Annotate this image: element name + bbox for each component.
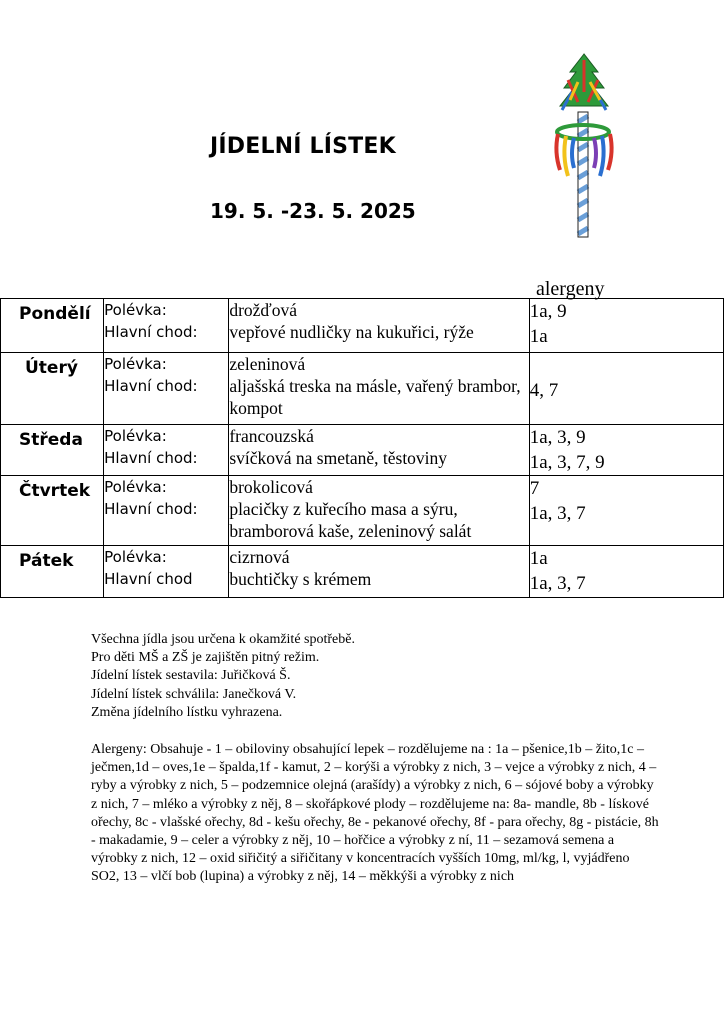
day-name: Úterý [25, 358, 78, 378]
soup-label: Polévka: [104, 355, 167, 373]
note-line: Jídelní lístek schválila: Janečková V. [91, 686, 297, 702]
menu-table [0, 298, 724, 598]
soup-name: drožďová [229, 300, 297, 320]
soup-name: zeleninová [229, 354, 306, 374]
soup-name: francouzská [229, 426, 314, 446]
day-name: Pondělí [19, 304, 91, 324]
note-line: Změna jídelního lístku vyhrazena. [91, 704, 283, 720]
soup-allergens: 7 [529, 478, 540, 499]
main-label: Hlavní chod: [104, 500, 198, 518]
table-row [1, 425, 724, 476]
soup-allergens [530, 353, 723, 378]
main-allergens: 4, 7 [529, 380, 559, 401]
note-line: Všechna jídla jsou určena k okamžité spotřebě. [91, 632, 355, 647]
soup-name: brokolicová [229, 477, 313, 497]
main-dish: svíčková na smetaně, těstoviny [229, 448, 448, 468]
soup-allergens: 1a, 3, 9 [529, 427, 586, 448]
day-name: Středa [19, 430, 83, 450]
soup-label: Polévka: [104, 478, 167, 496]
note-line: Pro děti MŠ a ZŠ je zajištěn pitný režim. [91, 650, 320, 666]
soup-label: Polévka: [104, 548, 167, 566]
main-label: Hlavní chod [104, 570, 193, 588]
allergen-legend: Alergeny: Obsahuje - 1 – obiloviny obsahující lepek – rozdělujeme na : 1a – pšenice,1b – žito,1c – ječmen,1d – oves,1e – špalda,1f - kamut, 2 – korýši a výrobky z nich, 3 – vejce a výrobky z nich, 4 – ryby a výrobky z nich, 5 – podzemnice olejná (arašídy) a výrobky z nich, 6 – sójové boby a výrobky z nich, 7 – mléko a výrobky z něj, 8 – skořápkové plody – rozdělujeme na: 8a- mandle, 8b - lískové ořechy, 8c - vlašské ořechy, 8d - kešu ořechy, 8e - pekanové ořechy, 8f - para ořechy, 8g - pistácie, 8h - makadamie, 9 – celer a výrobky z něj, 10 – hořčice a výrobky z ní, 11 – sezamová semena a výrobky z nich, 12 – oxid siřičitý a siřičitany v koncentracích vyšších 10mg, ml/kg, l, vyjádřeno SO2, 13 – vlčí bob (lupina) a výrobky z něj, 14 – měkkýši a výrobky z nich [91, 742, 659, 885]
note-line: Jídelní lístek sestavila: Juřičková Š. [91, 668, 291, 684]
main-label: Hlavní chod: [104, 377, 198, 395]
table-row [1, 353, 724, 425]
allergens-header: alergeny [536, 278, 605, 300]
main-allergens: 1a, 3, 7 [529, 503, 586, 524]
main-dish: vepřové nudličky na kukuřici, rýže [229, 322, 474, 342]
main-allergens: 1a [529, 326, 548, 347]
soup-allergens: 1a [529, 548, 548, 569]
day-name: Pátek [19, 551, 74, 571]
day-name: Čtvrtek [19, 481, 91, 501]
main-dish: aljašská treska na másle, vařený brambor, kompot [229, 376, 521, 418]
soup-label: Polévka: [104, 301, 167, 319]
soup-name: cizrnová [229, 547, 290, 567]
table-row [1, 299, 724, 353]
main-allergens: 1a, 3, 7 [529, 573, 586, 594]
page-title: JÍDELNÍ LÍSTEK [210, 134, 396, 159]
soup-label: Polévka: [104, 427, 167, 445]
notes [91, 631, 661, 722]
main-dish: buchtičky s krémem [229, 569, 372, 589]
table-row [1, 476, 724, 546]
main-label: Hlavní chod: [104, 323, 198, 341]
table-row [1, 546, 724, 598]
date-range: 19. 5. -23. 5. 2025 [210, 199, 416, 223]
main-dish: placičky z kuřecího masa a sýru, bramborová kaše, zeleninový salát [229, 499, 472, 541]
maypole-icon [548, 52, 620, 242]
main-label: Hlavní chod: [104, 449, 198, 467]
main-allergens: 1a, 3, 7, 9 [529, 452, 605, 473]
soup-allergens: 1a, 9 [529, 301, 567, 322]
